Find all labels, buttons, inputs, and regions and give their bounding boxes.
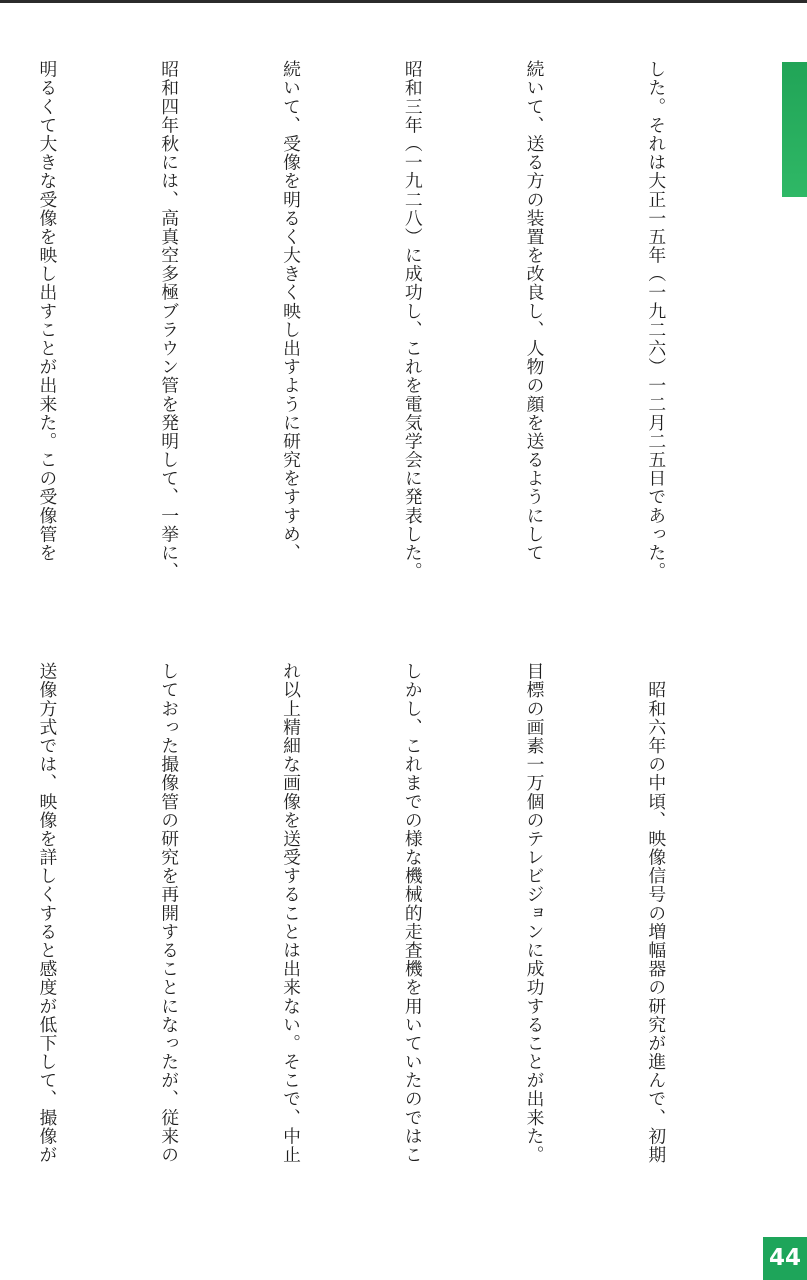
text-line: した。それは大正一五年（一九二六）一二月二五日であった。 [645,60,667,581]
text-line: 昭和三年（一九二八）に成功し、これを電気学会に発表した。 [402,60,424,581]
text-line: 昭和六年の中頃、映像信号の増幅器の研究が進んで、初期 [645,662,667,1164]
text-line: 続いて、受像を明るく大きく映し出すように研究をすすめ、 [280,60,302,562]
text-line: 昭和四年秋には、高真空多極ブラウン管を発明して、一挙に、 [158,60,180,581]
text-line: 続いて、送る方の装置を改良し、人物の顔を送るようにして [524,60,546,562]
upper-text-block [15,60,757,635]
text-line: 目標の画素一万個のテレビジョンに成功することが出来た。 [524,662,546,1164]
text-line: しておった撮像管の研究を再開することになったが、従来の [158,662,180,1164]
page-number: 44 [763,1237,807,1280]
top-rule [0,0,807,3]
chapter-tab [782,62,807,197]
text-line: 明るくて大きな受像を映し出すことが出来た。この受像管を [36,60,58,562]
text-line: しかし、これまでの様な機械的走査機を用いていたのではこ [402,662,424,1164]
text-line: 送像方式では、映像を詳しくすると感度が低下して、撮像が [36,662,58,1164]
lower-text-block [15,662,757,1232]
text-line: れ以上精細な画像を送受することは出来ない。そこで、中止 [280,662,302,1164]
